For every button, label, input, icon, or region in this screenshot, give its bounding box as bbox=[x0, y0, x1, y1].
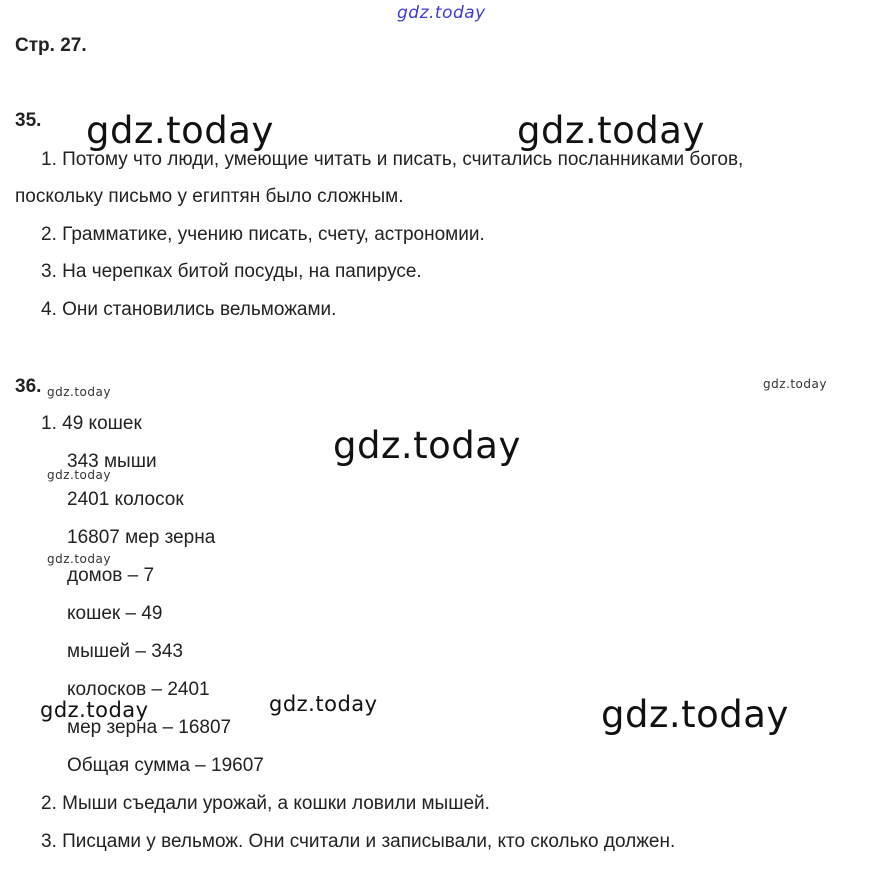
watermark: gdz.today bbox=[333, 424, 521, 467]
page-title: Стр. 27. bbox=[15, 35, 87, 56]
header-watermark: gdz.today bbox=[397, 3, 486, 23]
section-36-line: 2401 колосок bbox=[67, 489, 184, 510]
section-35-line: 4. Они становились вельможами. bbox=[41, 299, 337, 320]
section-36-line: домов – 7 bbox=[67, 565, 155, 586]
section-36-line: 343 мыши bbox=[67, 451, 157, 472]
section-35-number: 35. bbox=[15, 110, 42, 131]
section-35-line: 2. Грамматике, учению писать, счету, астрономии. bbox=[41, 224, 485, 245]
section-36-line: мер зерна – 16807 bbox=[67, 717, 232, 738]
section-36-line: 1. 49 кошек bbox=[41, 413, 142, 434]
watermark: gdz.today bbox=[517, 109, 705, 152]
section-36-line: 3. Писцами у вельмож. Они считали и записывали, кто сколько должен. bbox=[41, 831, 676, 852]
section-36-line: Общая сумма – 19607 bbox=[67, 755, 264, 776]
section-35-line: 3. На черепках битой посуды, на папирусе. bbox=[41, 261, 422, 282]
section-36-number: 36. bbox=[15, 376, 42, 397]
watermark: gdz.today bbox=[47, 552, 111, 566]
watermark: gdz.today bbox=[601, 693, 789, 736]
watermark: gdz.today bbox=[763, 377, 827, 391]
watermark: gdz.today bbox=[40, 698, 149, 722]
watermark: gdz.today bbox=[86, 109, 274, 152]
section-36-line: 2. Мыши съедали урожай, а кошки ловили мышей. bbox=[41, 793, 490, 814]
watermark: gdz.today bbox=[47, 468, 111, 482]
section-36-line: кошек – 49 bbox=[67, 603, 163, 624]
watermark: gdz.today bbox=[47, 385, 111, 399]
section-36-line: 16807 мер зерна bbox=[67, 527, 216, 548]
section-35-line: поскольку письмо у египтян было сложным. bbox=[15, 186, 404, 207]
section-35-line: 1. Потому что люди, умеющие читать и писать, считались посланниками богов, bbox=[41, 149, 744, 170]
section-36-line: мышей – 343 bbox=[67, 641, 183, 662]
watermark: gdz.today bbox=[269, 692, 378, 716]
section-36-line: колосков – 2401 bbox=[67, 679, 210, 700]
